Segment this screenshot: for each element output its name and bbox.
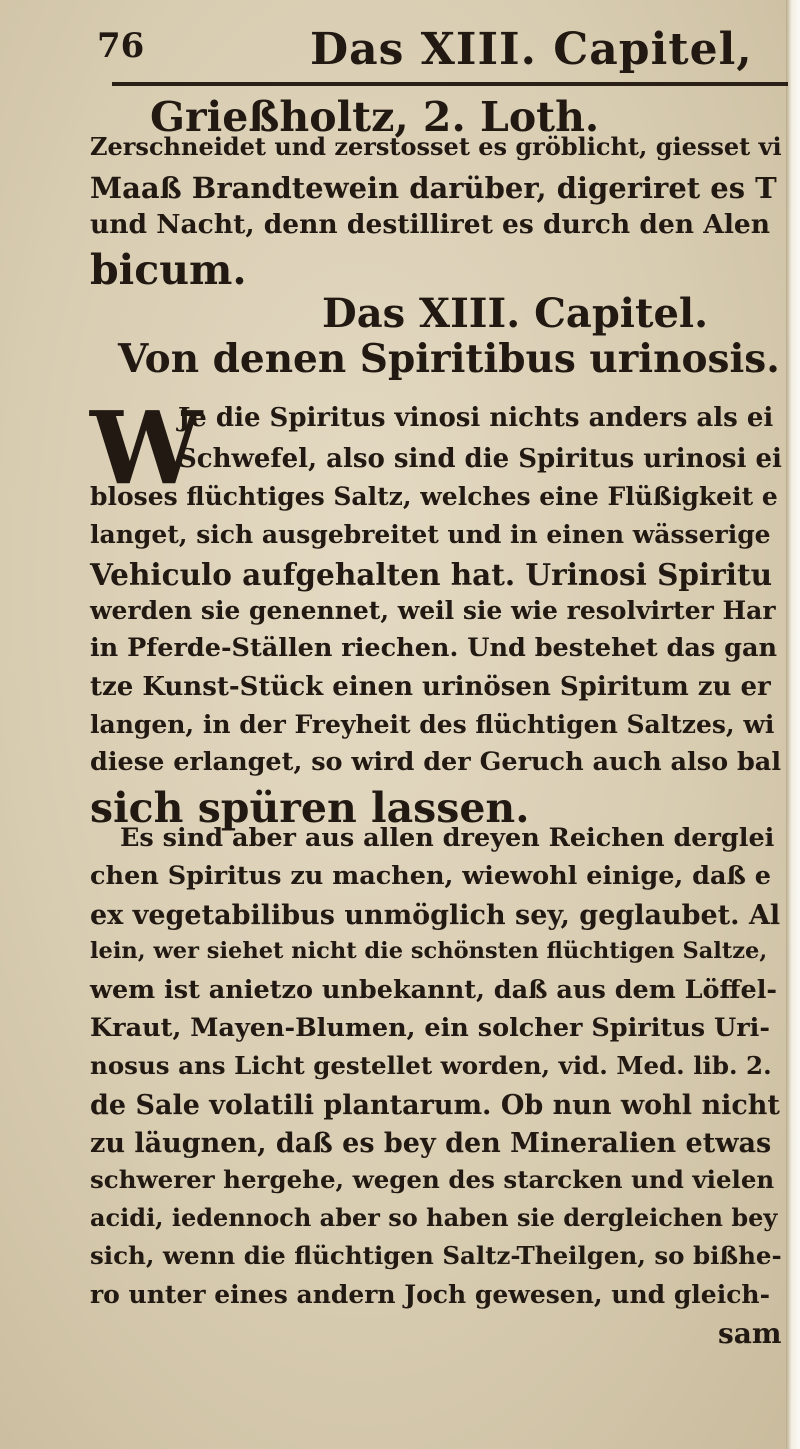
text-line: langen, in der Freyheit des flüchtigen Saltzes, wi bbox=[90, 710, 775, 739]
text-line: Kraut, Mayen-Blumen, ein solcher Spiritus Uri- bbox=[90, 1013, 770, 1043]
page-edge bbox=[786, 0, 800, 1449]
text-line: lein, wer siehet nicht die schönsten flüchtigen Saltze, bbox=[90, 938, 768, 964]
text-line: ex vegetabilibus unmöglich sey, geglaubet. Al bbox=[90, 900, 781, 931]
chapter-heading: Von denen Spiritibus urinosis. bbox=[118, 336, 780, 382]
text-line: und Nacht, denn destilliret es durch den Alen bbox=[90, 209, 771, 240]
page-header bbox=[85, 20, 785, 80]
text-line: Je die Spiritus vinosi nichts anders als ei bbox=[178, 403, 774, 433]
text-line: schwerer hergehe, wegen des starcken und vielen bbox=[90, 1165, 775, 1194]
text-line: zu läugnen, daß es bey den Mineralien etwas bbox=[90, 1128, 772, 1159]
text-line: diese erlanget, so wird der Geruch auch also bal bbox=[90, 747, 782, 777]
text-line: Vehiculo aufgehalten hat. Urinosi Spiritu bbox=[90, 557, 773, 592]
text-line: werden sie genennet, weil sie wie resolvirter Har bbox=[90, 596, 776, 625]
text-line: sich, wenn die flüchtigen Saltz-Theilgen, so bißhe- bbox=[90, 1241, 782, 1270]
text-line: bloses flüchtiges Saltz, welches eine Flüßigkeit e bbox=[90, 482, 778, 511]
text-line: Zerschneidet und zerstosset es gröblicht, giesset vi bbox=[90, 132, 782, 161]
text-line: tze Kunst-Stück einen urinösen Spiritum zu er bbox=[90, 672, 771, 702]
page-number: 76 bbox=[97, 26, 145, 66]
text-line: Es sind aber aus allen dreyen Reichen derglei bbox=[120, 823, 775, 853]
running-head: Das XIII. Capitel, bbox=[310, 24, 753, 75]
text-line: wem ist anietzo unbekannt, daß aus dem Löffel- bbox=[90, 975, 777, 1005]
chapter-number-title: Das XIII. Capitel. bbox=[322, 290, 709, 337]
text-line: sich spüren lassen. bbox=[90, 784, 530, 832]
text-line: nosus ans Licht gestellet worden, vid. Med. lib. 2. bbox=[90, 1051, 772, 1080]
text-line: langet, sich ausgebreitet und in einen wässerige bbox=[90, 520, 771, 549]
text-line: acidi, iedennoch aber so haben sie dergleichen bey bbox=[90, 1203, 778, 1232]
text-line: in Pferde-Ställen riechen. Und bestehet das gan bbox=[90, 633, 778, 663]
text-line: Schwefel, also sind die Spiritus urinosi ei bbox=[178, 444, 782, 474]
text-line: chen Spiritus zu machen, wiewohl einige, daß e bbox=[90, 861, 772, 891]
text-line: Maaß Brandtewein darüber, digeriret es T bbox=[90, 171, 777, 205]
drop-cap: W bbox=[90, 389, 203, 507]
catchword: sam bbox=[718, 1317, 782, 1350]
text-line: de Sale volatili plantarum. Ob nun wohl nicht bbox=[90, 1090, 780, 1121]
text-line: bicum. bbox=[90, 246, 247, 294]
text-line: Grießholtz, 2. Loth. bbox=[150, 93, 600, 141]
text-line: ro unter eines andern Joch gewesen, und gleich- bbox=[90, 1280, 770, 1309]
header-rule bbox=[112, 82, 788, 86]
